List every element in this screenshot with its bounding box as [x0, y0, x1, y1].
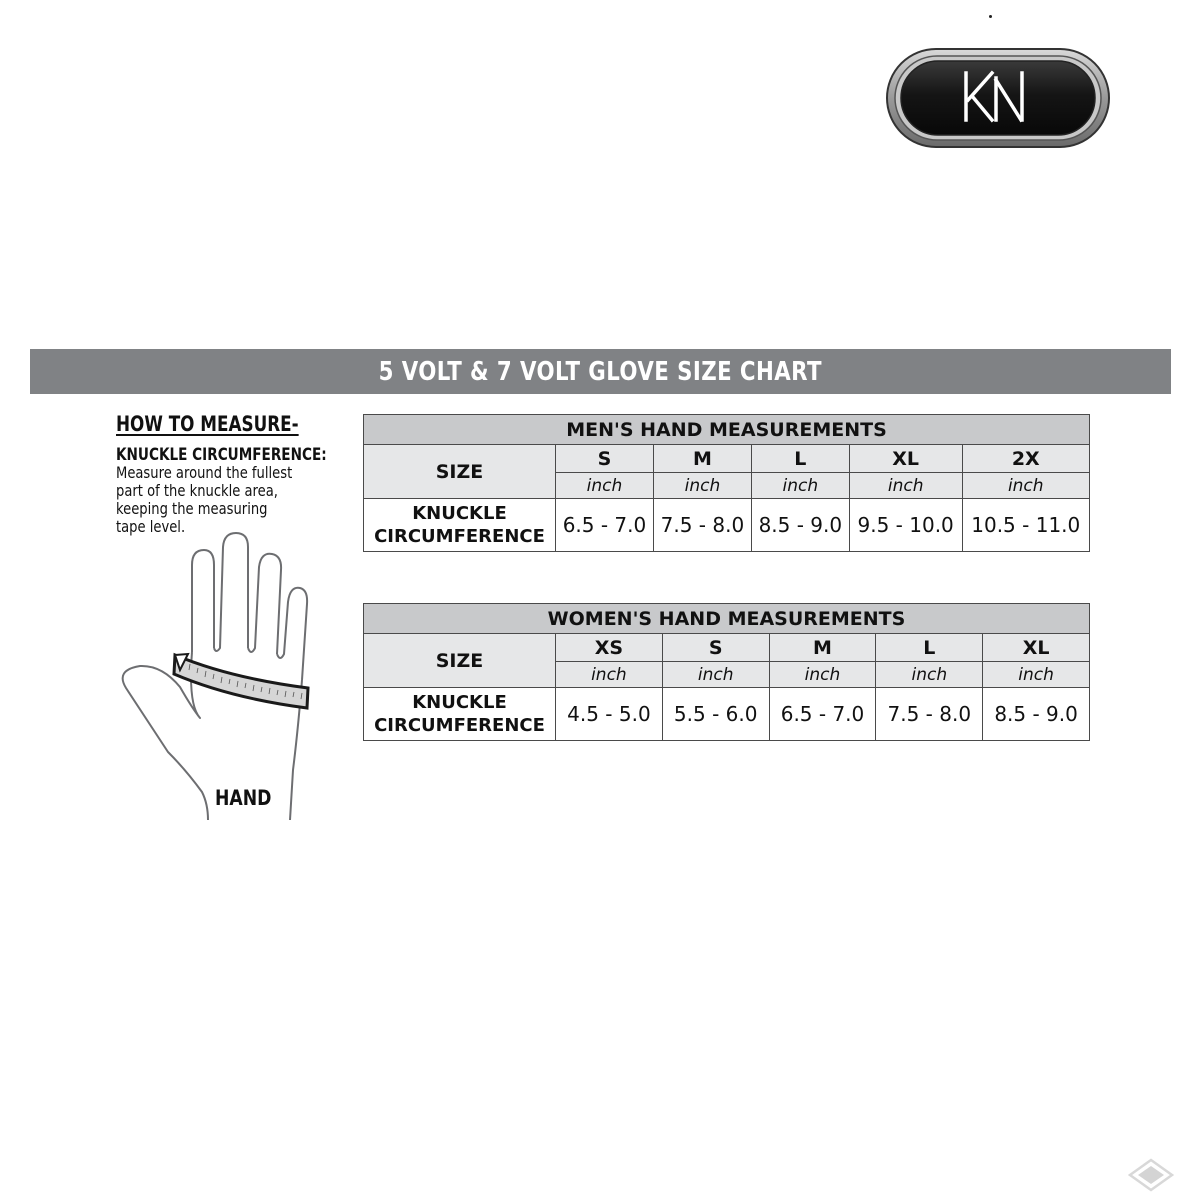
knuckle-circumference-row-label [364, 499, 556, 552]
row-label-line: KNUCKLE [412, 692, 507, 713]
kn-brand-badge-icon [886, 48, 1110, 148]
unit-label: inch [556, 662, 663, 688]
table-row [364, 688, 1090, 741]
measurement-value: 4.5 - 5.0 [556, 688, 663, 741]
unit-label: inch [983, 662, 1090, 688]
womens-table-caption: WOMEN'S HAND MEASUREMENTS [364, 604, 1090, 634]
size-header: L [876, 634, 983, 662]
measurement-value: 8.5 - 9.0 [751, 499, 849, 552]
measurement-value: 9.5 - 10.0 [849, 499, 962, 552]
size-header: M [653, 445, 751, 473]
hand-with-measuring-tape-icon [110, 530, 330, 820]
instruction-line: part of the knuckle area, [116, 481, 278, 500]
instruction-line: keeping the measuring [116, 499, 268, 518]
womens-size-table [363, 603, 1090, 741]
unit-label: inch [556, 473, 654, 499]
size-header: XL [849, 445, 962, 473]
size-header: S [556, 445, 654, 473]
row-label-line: KNUCKLE [412, 503, 507, 524]
measurement-value: 6.5 - 7.0 [769, 688, 876, 741]
mens-table-caption: MEN'S HAND MEASUREMENTS [364, 415, 1090, 445]
page-banner [30, 349, 1171, 394]
measurement-value: 7.5 - 8.0 [653, 499, 751, 552]
measure-instructions [116, 464, 329, 536]
hand-label: HAND [215, 786, 272, 810]
unit-label: inch [849, 473, 962, 499]
size-header: 2X [962, 445, 1089, 473]
measurement-value: 5.5 - 6.0 [662, 688, 769, 741]
instruction-line: Measure around the fullest [116, 463, 293, 482]
unit-label: inch [769, 662, 876, 688]
measurement-value: 8.5 - 9.0 [983, 688, 1090, 741]
unit-label: inch [653, 473, 751, 499]
how-to-measure-section [116, 412, 356, 536]
decorative-dot [989, 15, 992, 18]
measurement-value: 10.5 - 11.0 [962, 499, 1089, 552]
instruction-line: tape level. [116, 517, 186, 536]
size-header: XS [556, 634, 663, 662]
size-header: M [769, 634, 876, 662]
measurement-value: 7.5 - 8.0 [876, 688, 983, 741]
unit-label: inch [962, 473, 1089, 499]
unit-label: inch [876, 662, 983, 688]
unit-label: inch [751, 473, 849, 499]
diamond-watermark-icon [1128, 1158, 1174, 1192]
size-column-header: SIZE [364, 445, 556, 499]
page-title: 5 VOLT & 7 VOLT GLOVE SIZE CHART [378, 356, 823, 387]
row-label-line: CIRCUMFERENCE [374, 715, 545, 736]
knuckle-circumference-row-label [364, 688, 556, 741]
unit-label: inch [662, 662, 769, 688]
size-header: L [751, 445, 849, 473]
knuckle-circumference-heading: KNUCKLE CIRCUMFERENCE: [116, 445, 327, 465]
measurement-value: 6.5 - 7.0 [556, 499, 654, 552]
size-header: S [662, 634, 769, 662]
how-to-measure-heading: HOW TO MEASURE- [116, 412, 299, 436]
table-row [364, 499, 1090, 552]
row-label-line: CIRCUMFERENCE [374, 526, 545, 547]
mens-size-table [363, 414, 1090, 552]
size-header: XL [983, 634, 1090, 662]
size-column-header: SIZE [364, 634, 556, 688]
